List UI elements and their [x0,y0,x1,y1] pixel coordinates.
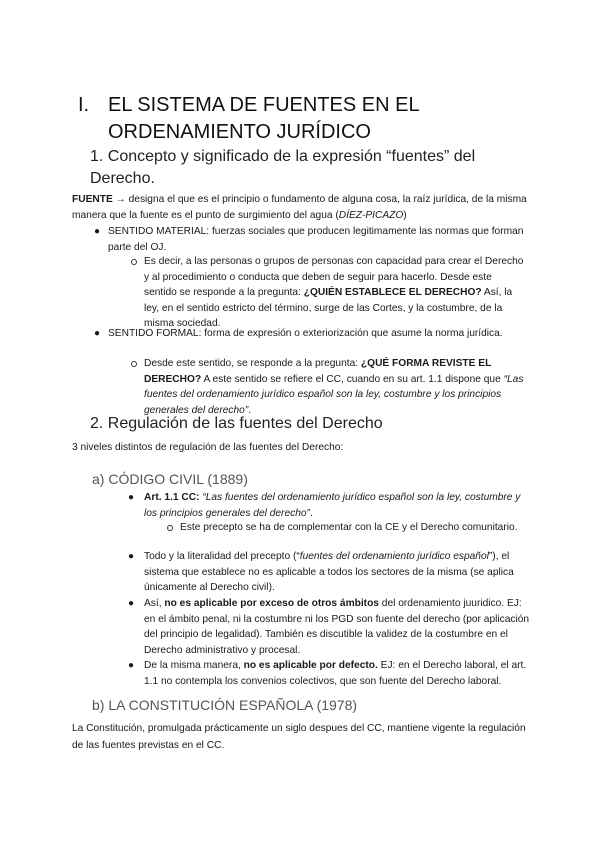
fuente-text: designa el que es el principio o fundamento de alguna cosa, la raíz jurídica, de la misma manera que la fuente es el punto de surgimiento del agua ( [72,194,527,221]
fuente-author: DÍEZ-PICAZO [338,209,404,221]
exceso-b: del ordenamiento juuridico. EJ: en el ámbito penal, ni la costumbre ni los PGD son fuente del derecho (por aplicación del principio de legalidad). También es discutible la validez de la costumbre en el Derecho administrativo y procesal. [144,598,530,656]
material-sense: SENTIDO MATERIAL: fuerzas sociales que producen legitimamente las normas que forman parte del OJ. [108,226,524,253]
defecto-item [144,658,530,689]
heading-text: EL SISTEMA DE FUENTES EN EL ORDENAMIENTO JURÍDICO [108,94,419,143]
fuente-close: ) [403,209,407,221]
formal-question: ¿QUÉ FORMA REVISTE EL DERECHO? [144,358,492,385]
art-1-1-quote: “Las fuentes del ordenamiento jurídico español son la ley, costumbre y los principios generales del derecho” [144,492,521,519]
section-1-title: 1. Concepto y significado de la expresión “fuentes” del Derecho. [90,148,476,187]
defecto-a: De la misma manera, [144,660,244,671]
material-detail-b: Así, la ley, en el sentido estricto del término, surge de las Cortes, y la costumbre, de la misma sociedad. [144,287,513,329]
heading-number: I. [78,94,90,116]
material-question: ¿QUIÉN ESTABLECE EL DERECHO? [303,287,482,298]
art-1-1-label: Art. 1.1 CC: [144,492,200,503]
art-1-1-complement: Este precepto se ha de complementar con la CE y el Derecho comunitario. [180,522,518,533]
material-detail-a: Es decir, a las personas o grupos de personas con capacidad para crear el Derecho y al procedimiento o conducta que deben de seguir para hacerlo. Desde este sentido se responde a la pregunta: [144,256,524,298]
constitucion-text: La Constitución, promulgada prácticamente un siglo despues del CC, mantiene vigente la regulación de las fuentes previstas en el CC. [72,723,526,751]
fuente-definition [72,192,530,223]
formal-quote: “Las fuentes del ordenamiento jurídico español son la ley, costumbre y los principios generales del derecho” [144,373,524,416]
literalidad-item [144,549,530,596]
section-2-intro: 3 niveles distintos de regulación de las fuentes del Derecho: [72,442,344,453]
formal-sense: SENTIDO FORMAL: forma de expresión o exteriorización que asume la norma jurídica. [108,328,503,339]
formal-detail-b: A este sentido se refiere el CC, cuando en su art. 1.1 dispone que [201,373,504,385]
bullet-icon: ● [128,598,135,609]
circle-bullet-icon [167,525,173,531]
literalidad-italic: fuentes del ordenamiento jurídico español [299,551,489,562]
literalidad-b: ”), el sistema que establece no es aplicable a todos los sectores de la misma (se aplica únicamente al Derecho civil). [144,551,514,593]
formal-end: . [248,404,252,416]
circle-bullet-icon [131,361,137,367]
defecto-b: EJ: en el Derecho laboral, el art. 1.1 no contempla los convenios colectivos, que son fuente del Derecho laboral. [144,660,527,687]
exceso-item [144,596,530,658]
literalidad-a: Todo y la literalidad del precepto (“ [144,551,300,562]
art-1-1-item [144,490,528,521]
material-sense-detail [144,254,526,332]
bullet-icon: ● [128,660,135,671]
bullet-icon: ● [128,551,135,562]
formal-sense-detail [144,356,526,418]
circle-bullet-icon [131,259,137,265]
bullet-icon: ● [94,226,101,237]
art-1-1-end: . [309,507,313,519]
exceso-a: Así, [144,598,165,609]
bullet-icon: ● [128,492,135,503]
section-2-title: 2. Regulación de las fuentes del Derecho [90,415,383,432]
fuente-term: FUENTE [72,194,113,205]
formal-detail-a: Desde este sentido, se responde a la pregunta: [144,358,361,369]
exceso-bold: no es aplicable por exceso de otros ámbitos [164,598,379,609]
subsection-a-title: a) CÓDIGO CIVIL (1889) [92,471,248,487]
defecto-bold: no es aplicable por defecto. [243,660,378,671]
subsection-b-title: b) LA CONSTITUCIÓN ESPAÑOLA (1978) [92,697,358,713]
bullet-icon: ● [94,328,101,339]
fuente-arrow: → [112,194,129,205]
